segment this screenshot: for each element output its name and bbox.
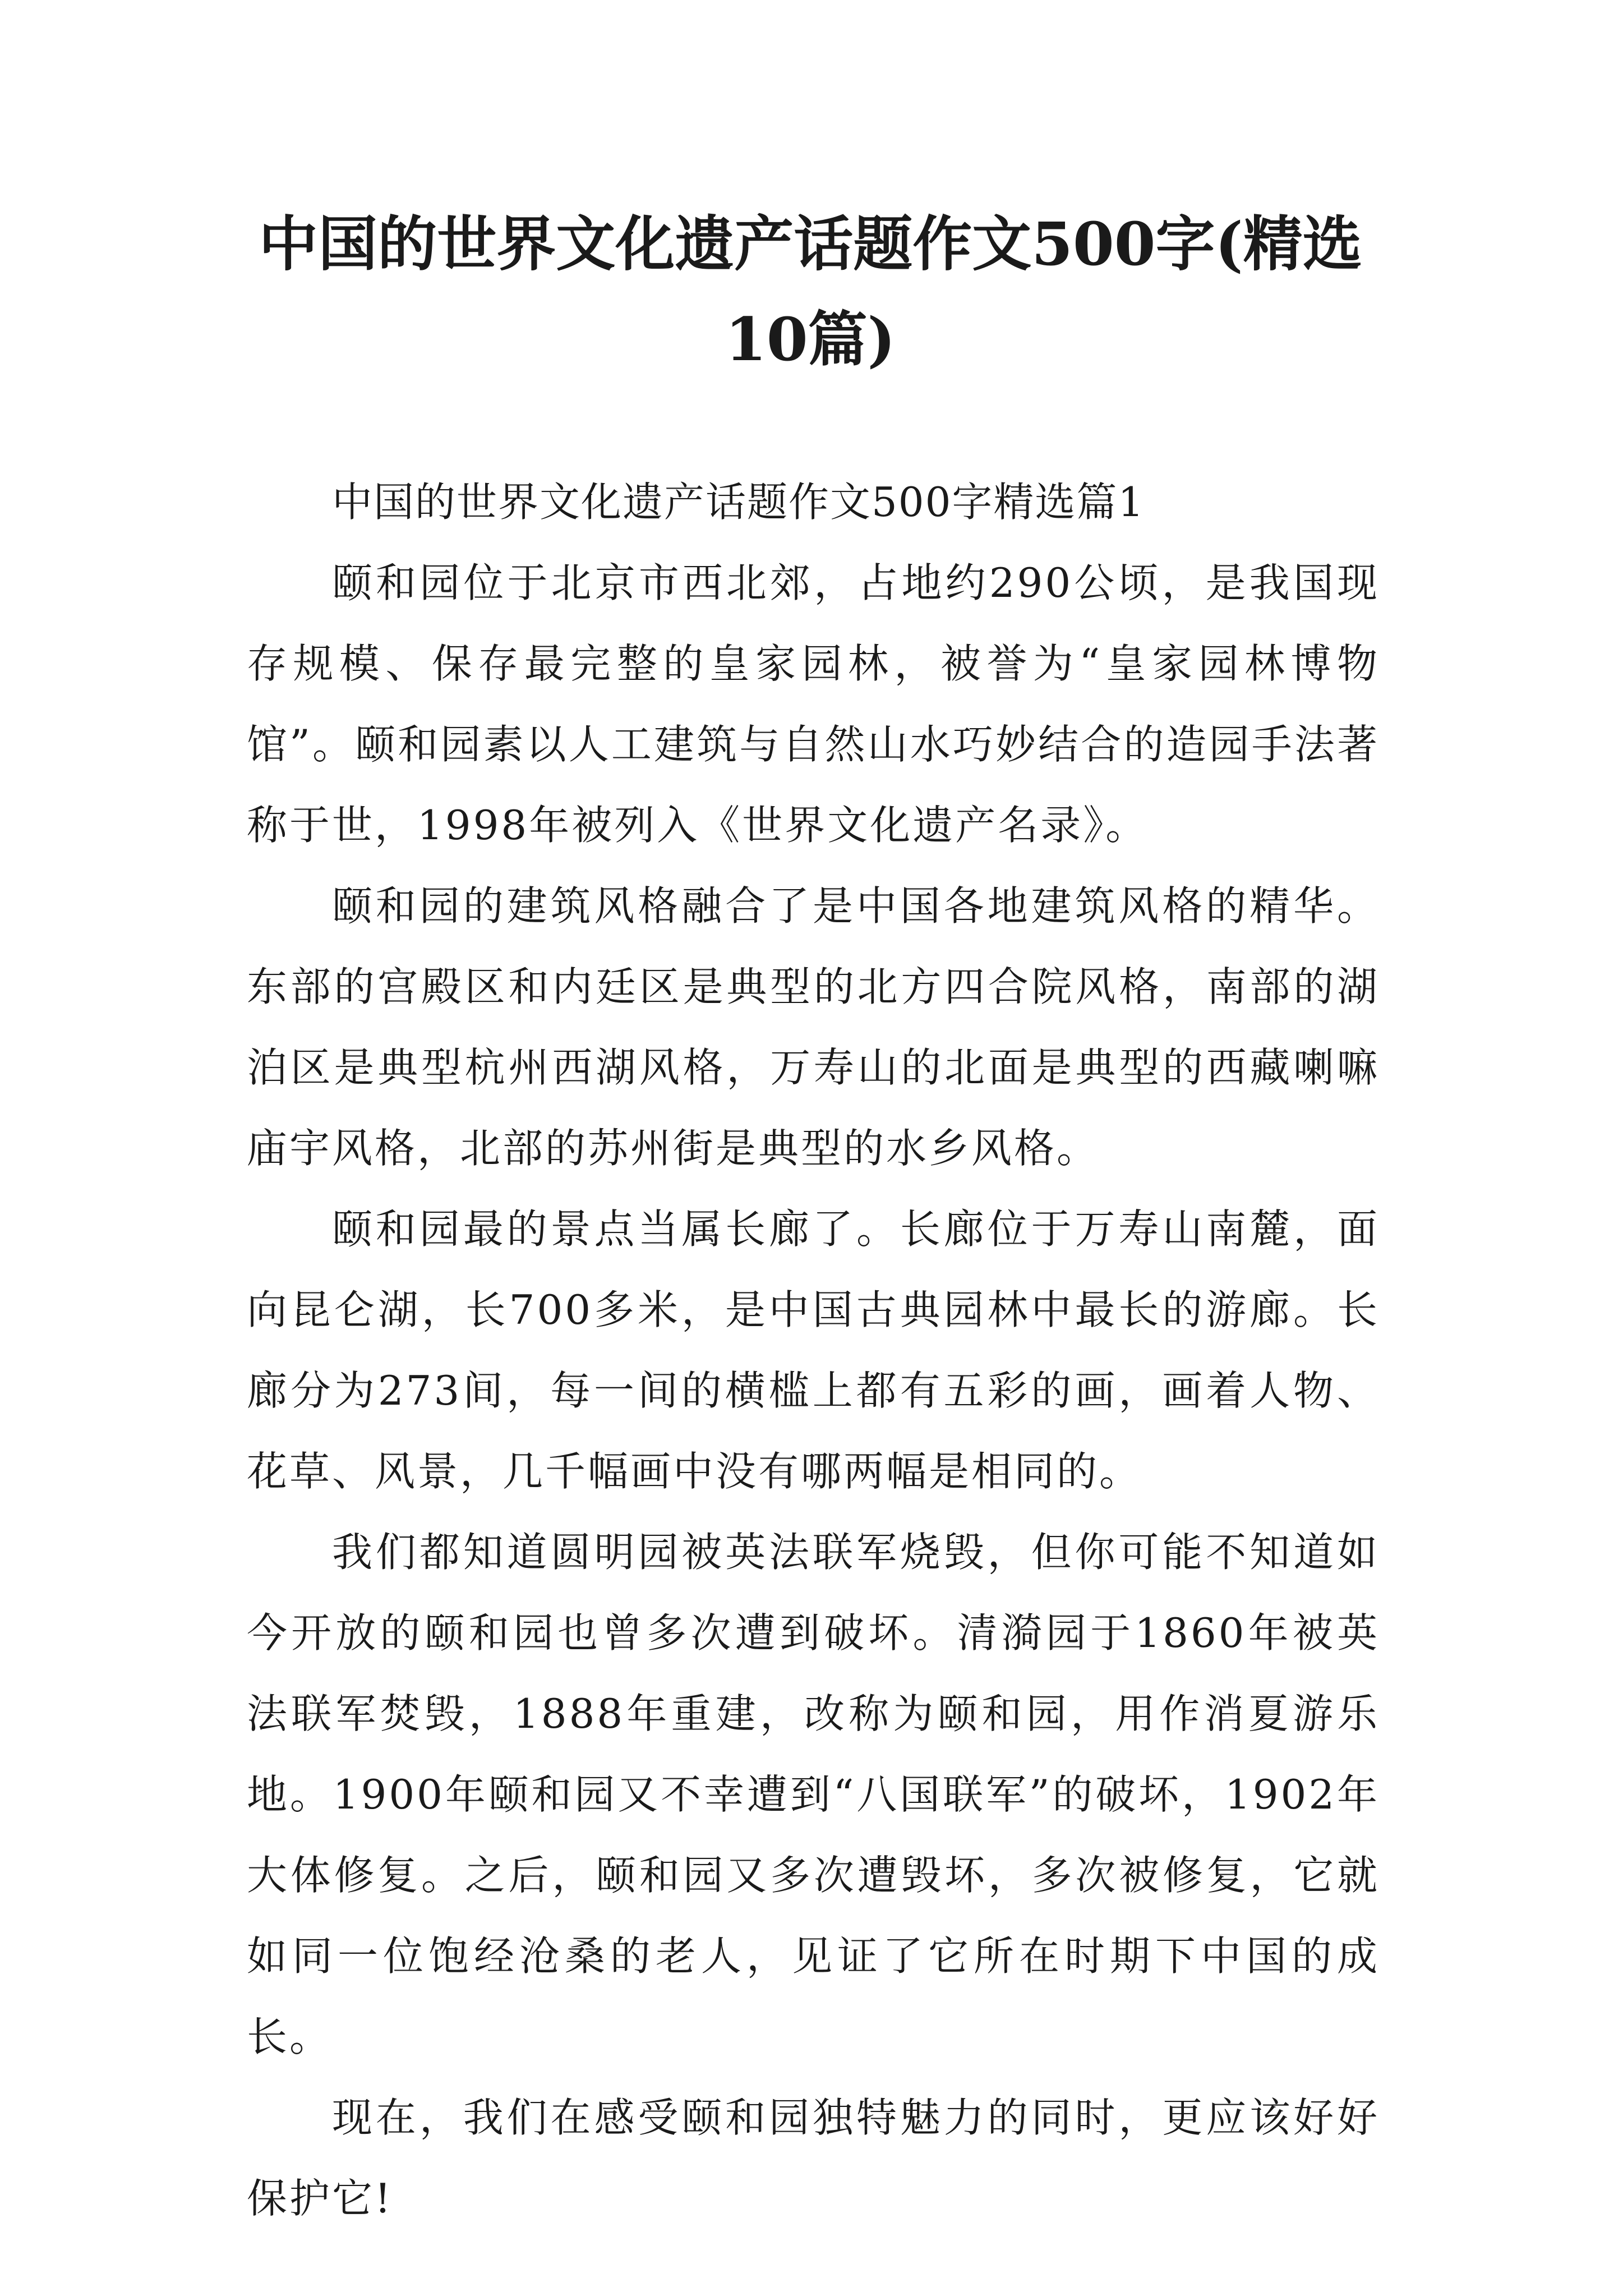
paragraph-2: 颐和园的建筑风格融合了是中国各地建筑风格的精华。东部的宫殿区和内廷区是典型的北方四合院风格，南部的湖泊区是典型杭州西湖风格，万寿山的北面是典型的西藏喇嘛庙宇风格，北部的苏州街是典型的水乡风格。	[247, 882, 1380, 1172]
document-title	[247, 196, 1374, 387]
paragraph-1: 颐和园位于北京市西北郊，占地约290公顷，是我国现存规模、保存最完整的皇家园林，被誉为“皇家园林博物馆”。颐和园素以人工建筑与自然山水巧妙结合的造园手法著称于世，1998年被列入《世界文化遗产名录》。	[247, 559, 1380, 849]
title-line-1: 中国的世界文化遗产话题作文500字(精选	[259, 209, 1362, 279]
paragraph-4: 我们都知道圆明园被英法联军烧毁，但你可能不知道如今开放的颐和园也曾多次遭到破坏。清漪园于1860年被英法联军焚毁，1888年重建，改称为颐和园，用作消夏游乐地。1900年颐和园又不幸遭到“八国联军”的破坏，1902年大体修复。之后，颐和园又多次遭毁坏，多次被修复，它就如同一位饱经沧桑的老人，见证了它所在时期下中国的成长。	[247, 1529, 1380, 2060]
paragraph-5: 现在，我们在感受颐和园独特魅力的同时，更应该好好保护它!	[247, 2094, 1380, 2222]
section-heading: 中国的世界文化遗产话题作文500字精选篇1	[332, 478, 1145, 526]
document-body	[247, 462, 1380, 2239]
paragraph-3: 颐和园最的景点当属长廊了。长廊位于万寿山南麓，面向昆仑湖，长700多米，是中国古典园林中最长的游廊。长廊分为273间，每一间的横槛上都有五彩的画，画着人物、花草、风景，几千幅画中没有哪两幅是相同的。	[247, 1205, 1380, 1495]
title-line-2: 10篇)	[725, 304, 896, 374]
